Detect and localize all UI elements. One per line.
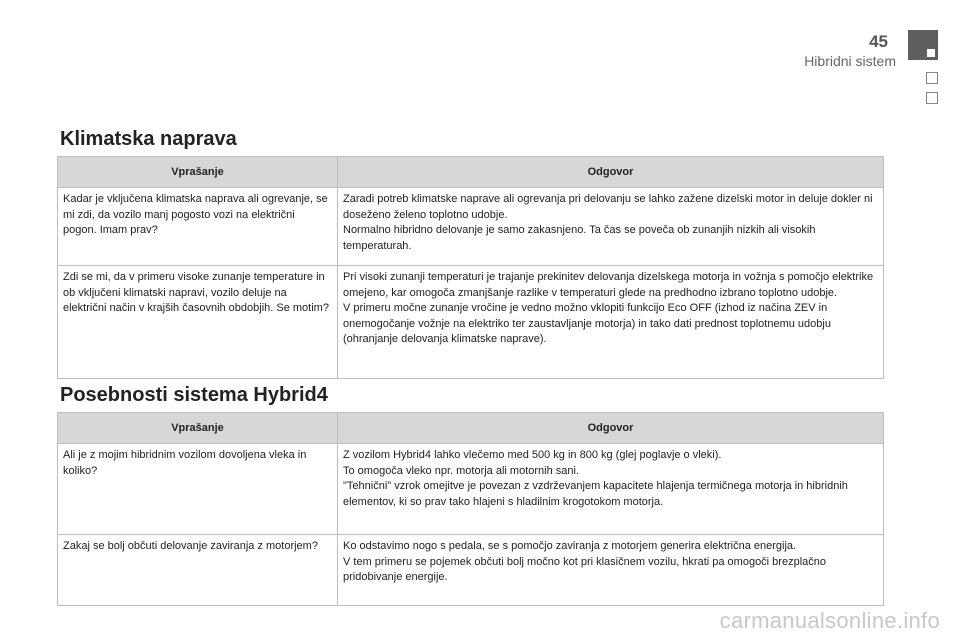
- answer-text: Zaradi potreb klimatske naprave ali ogrevanja pri delovanju se lahko zažene dizelski motor in deluje dokler ni doseženo želeno toplotno udobje.: [343, 193, 873, 221]
- answer-text: "Tehnični" vzrok omejitve je povezan z vzdrževanjem kapacitete hlajenja termičnega motorja in hibridnih elementov, ki so prav tako hlajeni s hladilnim krogotokom motorja.: [343, 480, 848, 508]
- answer-text: To omogoča vleko npr. motorja ali motornih sani.: [343, 464, 580, 477]
- column-header-question: Vprašanje: [58, 413, 338, 444]
- table-row: [58, 444, 884, 535]
- answer-cell: [338, 266, 884, 379]
- column-header-question: Vprašanje: [58, 157, 338, 188]
- answer-text: Pri visoki zunanji temperaturi je trajanje prekinitev delovanja dizelskega motorja in vožnja s pomočjo elektrike omejeno, kar omogoča zmanjšanje razlike v temperaturi glede na predhodno izbrano toplotno udobje.: [343, 271, 874, 299]
- question-text: Zdi se mi, da v primeru visoke zunanje temperature in ob vključeni klimatski napravi, vozilo deluje na električni način v krajših časovnih obdobjih. Se motim?: [63, 271, 329, 314]
- column-header-answer: Odgovor: [338, 157, 884, 188]
- answer-cell: [338, 444, 884, 535]
- chapter-tab-box: [926, 72, 938, 84]
- question-cell: [58, 535, 338, 606]
- answer-text: V tem primeru se pojemek občuti bolj močno kot pri klasičnem vozilu, hkrati pa omogoči brezplačno pridobivanje energije.: [343, 555, 826, 583]
- faq-table: [57, 156, 884, 379]
- watermark: carmanualsonline.info: [719, 608, 940, 633]
- question-text: Ali je z mojim hibridnim vozilom dovoljena vleka in koliko?: [63, 449, 307, 477]
- section-title: Posebnosti sistema Hybrid4: [60, 384, 328, 406]
- chapter-tab-active: [908, 30, 938, 60]
- answer-text: Z vozilom Hybrid4 lahko vlečemo med 500 kg in 800 kg (glej poglavje o vleki).: [343, 449, 722, 461]
- table-header-row: [58, 413, 884, 444]
- question-text: Kadar je vključena klimatska naprava ali ogrevanje, se mi zdi, da vozilo manj pogosto vozi na električni pogon. Imam prav?: [63, 193, 328, 236]
- table-row: [58, 535, 884, 606]
- column-header-answer: Odgovor: [338, 413, 884, 444]
- answer-text: V primeru močne zunanje vročine je vedno možno vklopiti funkcijo Eco OFF (izhod iz načina ZEV in onemogočanje vožnje na elektriko ter zaustavljanje motorja) in tako dati prednost toplotnemu udobju (ohranjanje delovanja klimatske naprave).: [343, 302, 831, 345]
- faq-table: [57, 412, 884, 606]
- answer-cell: [338, 188, 884, 266]
- question-cell: [58, 188, 338, 266]
- answer-text: Ko odstavimo nogo s pedala, se s pomočjo zaviranja z motorjem generira električna energija.: [343, 540, 797, 552]
- chapter-title: Hibridni sistem: [804, 53, 896, 69]
- table-row: [58, 266, 884, 379]
- table-row: [58, 188, 884, 266]
- page-number: 45: [869, 32, 888, 51]
- answer-text: Normalno hibridno delovanje je samo zakasnjeno. Ta čas se poveča ob zunanjih nizkih ali visokih temperaturah.: [343, 224, 816, 252]
- answer-cell: [338, 535, 884, 606]
- table-header-row: [58, 157, 884, 188]
- question-cell: [58, 266, 338, 379]
- chapter-tab-box: [926, 92, 938, 104]
- question-cell: [58, 444, 338, 535]
- section-title: Klimatska naprava: [60, 128, 237, 150]
- question-text: Zakaj se bolj občuti delovanje zaviranja z motorjem?: [63, 540, 318, 552]
- tab-marker-icon: [927, 49, 935, 57]
